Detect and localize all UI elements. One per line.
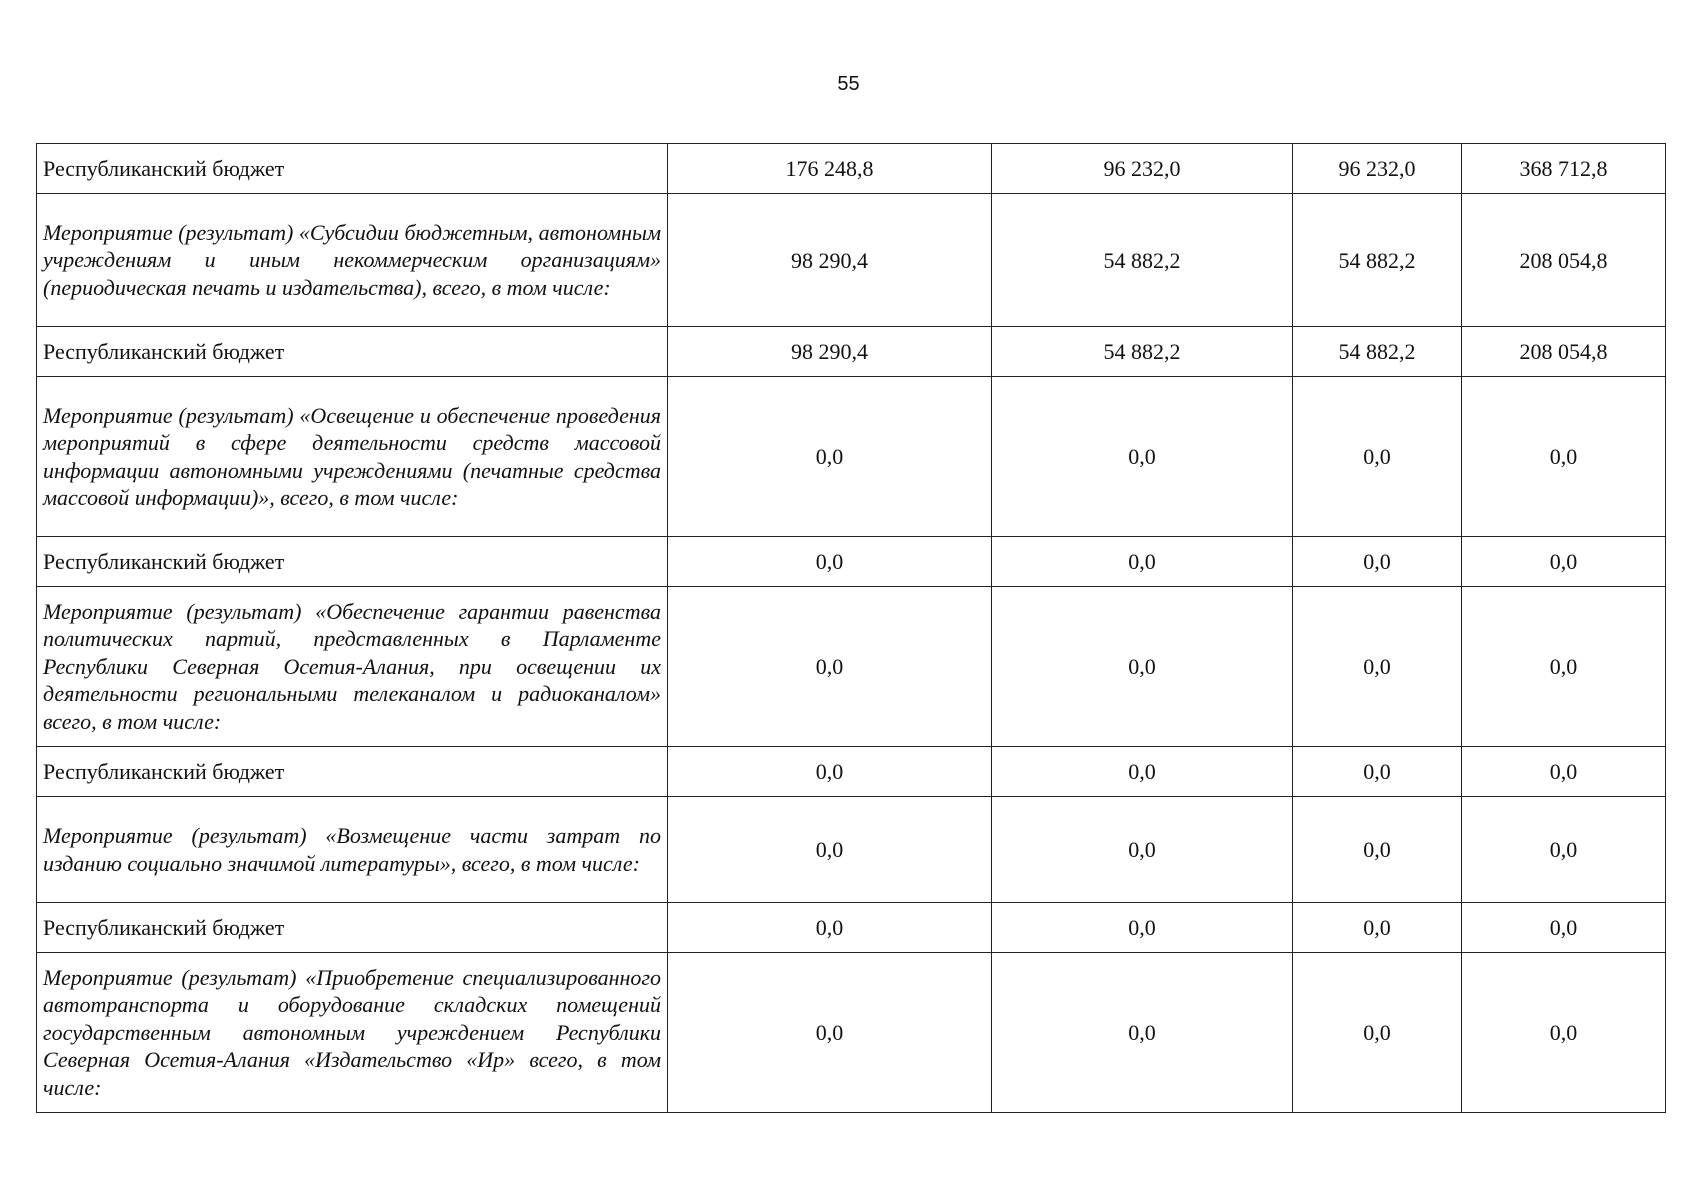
row-label: Мероприятие (результат) «Приобретение специализированного автотранспорта и оборудование складских помещений государственным автономным учреждением Республики Северная Осетия-Алания «Издательство «Ир» всего, в том числе:: [37, 953, 668, 1113]
value-cell: 98 290,4: [668, 194, 992, 327]
value-cell: 0,0: [668, 587, 992, 747]
row-label: Республиканский бюджет: [37, 537, 668, 587]
value-cell: 0,0: [992, 903, 1293, 953]
row-label: Республиканский бюджет: [37, 327, 668, 377]
row-label: Республиканский бюджет: [37, 903, 668, 953]
value-cell: 0,0: [992, 537, 1293, 587]
value-cell: 98 290,4: [668, 327, 992, 377]
value-cell: 0,0: [668, 537, 992, 587]
row-label: Мероприятие (результат) «Освещение и обеспечение проведения мероприятий в сфере деятельности средств массовой информации автономными учреждениями (печатные средства массовой информации)», всего, в том числе:: [37, 377, 668, 537]
value-cell: 0,0: [1293, 797, 1462, 903]
value-cell: 0,0: [1462, 587, 1666, 747]
budget-table: [36, 143, 1666, 1113]
value-cell: 0,0: [992, 587, 1293, 747]
table-row: [37, 537, 1666, 587]
value-cell: 0,0: [668, 377, 992, 537]
table-row: [37, 587, 1666, 747]
value-cell: 208 054,8: [1462, 194, 1666, 327]
value-cell: 0,0: [668, 903, 992, 953]
row-label: Мероприятие (результат) «Обеспечение гарантии равенства политических партий, представленных в Парламенте Республики Северная Осетия-Алания, при освещении их деятельности региональными телеканалом и радиоканалом» всего, в том числе:: [37, 587, 668, 747]
table-row: [37, 327, 1666, 377]
value-cell: 54 882,2: [1293, 327, 1462, 377]
value-cell: 0,0: [992, 747, 1293, 797]
value-cell: 0,0: [1462, 537, 1666, 587]
table-row: [37, 144, 1666, 194]
row-label: Мероприятие (результат) «Субсидии бюджетным, автономным учреждениям и иным некоммерческим организациям» (периодическая печать и издательства), всего, в том числе:: [37, 194, 668, 327]
table-row: [37, 194, 1666, 327]
value-cell: 0,0: [992, 953, 1293, 1113]
value-cell: 0,0: [1293, 537, 1462, 587]
value-cell: 0,0: [1293, 953, 1462, 1113]
row-label: Республиканский бюджет: [37, 144, 668, 194]
row-label: Мероприятие (результат) «Возмещение части затрат по изданию социально значимой литературы», всего, в том числе:: [37, 797, 668, 903]
table-row: [37, 903, 1666, 953]
value-cell: 54 882,2: [992, 194, 1293, 327]
value-cell: 54 882,2: [1293, 194, 1462, 327]
value-cell: 54 882,2: [992, 327, 1293, 377]
value-cell: 0,0: [1462, 953, 1666, 1113]
row-label: Республиканский бюджет: [37, 747, 668, 797]
table-row: [37, 747, 1666, 797]
value-cell: 0,0: [668, 797, 992, 903]
value-cell: 0,0: [668, 747, 992, 797]
value-cell: 0,0: [992, 797, 1293, 903]
table-row: [37, 797, 1666, 903]
value-cell: 0,0: [992, 377, 1293, 537]
value-cell: 96 232,0: [1293, 144, 1462, 194]
value-cell: 0,0: [668, 953, 992, 1113]
value-cell: 0,0: [1293, 377, 1462, 537]
value-cell: 0,0: [1293, 747, 1462, 797]
table-row: [37, 377, 1666, 537]
value-cell: 0,0: [1462, 797, 1666, 903]
value-cell: 176 248,8: [668, 144, 992, 194]
page-number: 55: [837, 73, 860, 95]
value-cell: 96 232,0: [992, 144, 1293, 194]
value-cell: 0,0: [1462, 377, 1666, 537]
value-cell: 0,0: [1462, 747, 1666, 797]
value-cell: 0,0: [1462, 903, 1666, 953]
value-cell: 368 712,8: [1462, 144, 1666, 194]
value-cell: 0,0: [1293, 587, 1462, 747]
value-cell: 0,0: [1293, 903, 1462, 953]
value-cell: 208 054,8: [1462, 327, 1666, 377]
table-row: [37, 953, 1666, 1113]
